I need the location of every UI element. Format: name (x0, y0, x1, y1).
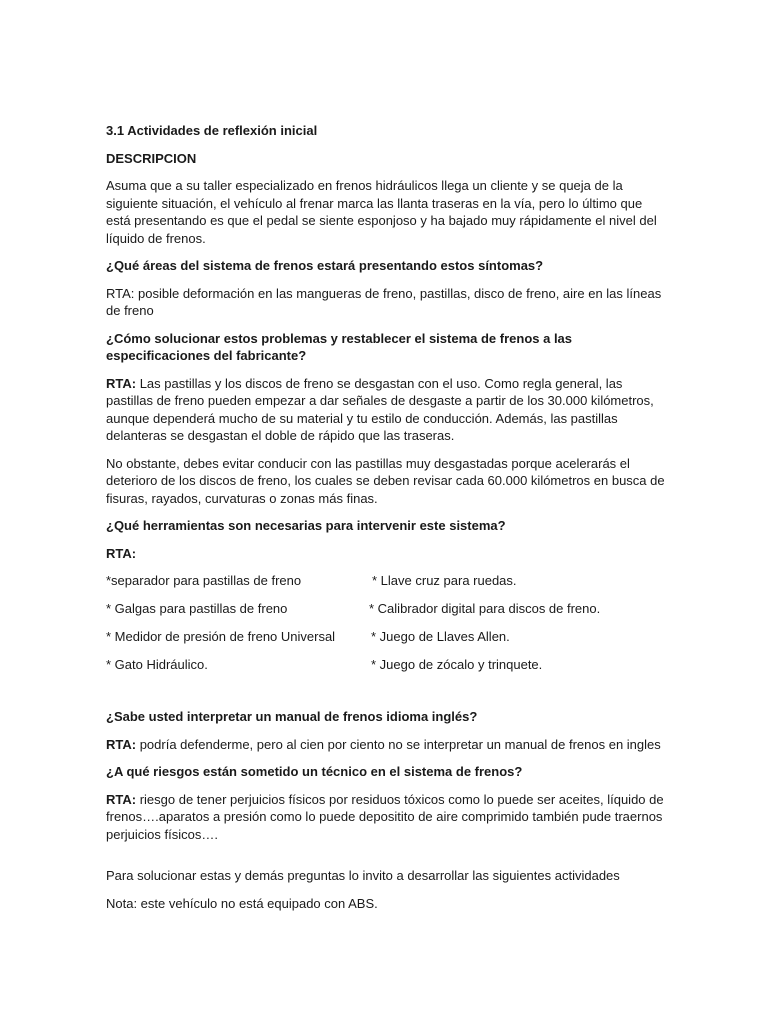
answer-5-text: riesgo de tener perjuicios físicos por residuos tóxicos como lo puede ser aceites, líquido de frenos….aparatos a presión como lo puede depositito de aire comprimido también pude traernos perjuicios físicos…. (106, 791, 664, 842)
question-4: ¿Sabe usted interpretar un manual de frenos idioma inglés? (106, 709, 478, 724)
answer-2 (106, 375, 666, 445)
blank-line (106, 684, 666, 708)
answer-4-label: RTA: (106, 736, 137, 752)
tool-right-4: * Juego de zócalo y trinquete. (371, 657, 543, 672)
question-3: ¿Qué herramientas son necesarias para intervenir este sistema? (106, 518, 506, 533)
answer-1: RTA: posible deformación en las mangueras de freno, pastillas, disco de freno, aire en las líneas de freno (106, 285, 662, 318)
question-1: ¿Qué áreas del sistema de frenos estará presentando estos síntomas? (106, 258, 544, 273)
tool-left-4: * Gato Hidráulico. (106, 657, 208, 672)
answer-2-paragraph-2: No obstante, debes evitar conducir con las pastillas muy desgastadas porque acelerarás el deterioro de los discos de freno, los cuales se deben revisar cada 60.000 kilómetros en busca de fisuras, rayados, curvaturas o zonas más finas. (106, 455, 665, 506)
tool-right-2: * Calibrador digital para discos de freno. (369, 601, 601, 616)
closing-paragraph: Para solucionar estas y demás preguntas lo invito a desarrollar las siguientes actividades (106, 868, 620, 883)
question-2: ¿Cómo solucionar estos problemas y restablecer el sistema de frenos a las especificaciones del fabricante? (106, 330, 573, 363)
tool-left-3: * Medidor de presión de freno Universal (106, 629, 336, 644)
tool-right-3: * Juego de Llaves Allen. (371, 629, 510, 644)
answer-2-text: Las pastillas y los discos de freno se desgastan con el uso. Como regla general, las pastillas de freno pueden empezar a dar señales de desgaste a partir de los 30.000 kilómetros, aunque dependerá mucho de su material y tu estilo de conducción. Además, las pastillas delanteras se desgastan el doble de rápido que las traseras. (106, 375, 654, 443)
note-paragraph: Nota: este vehículo no está equipado con ABS. (106, 895, 378, 911)
answer-2-label: RTA: (106, 375, 137, 391)
tool-left-1: *separador para pastillas de freno (106, 573, 302, 588)
question-5: ¿A qué riesgos están sometido un técnico en el sistema de frenos? (106, 764, 523, 779)
tool-right-1: * Llave cruz para ruedas. (372, 573, 517, 588)
tools-list (106, 572, 666, 684)
answer-4 (106, 736, 666, 754)
description-heading: DESCRIPCION (106, 150, 197, 166)
intro-paragraph: Asuma que a su taller especializado en frenos hidráulicos llega un cliente y se queja de la siguiente situación, el vehículo al frenar marca las llanta traseras en la vía, pero lo último que está presentando es que el pedal se siente esponjoso y ha bajado muy rápidamente el nivel del líquido de frenos. (106, 178, 657, 246)
answer-5 (106, 791, 666, 844)
section-title: 3.1 Actividades de reflexión inicial (106, 123, 318, 138)
answer-5-label: RTA: (106, 791, 137, 807)
answer-4-text: podría defenderme, pero al cien por ciento no se interpretar un manual de frenos en ingles (136, 736, 661, 752)
document-page (106, 122, 666, 912)
answer-3-label: RTA: (106, 545, 137, 561)
blank-line-2 (106, 843, 666, 867)
tool-left-2: * Galgas para pastillas de freno (106, 601, 288, 616)
